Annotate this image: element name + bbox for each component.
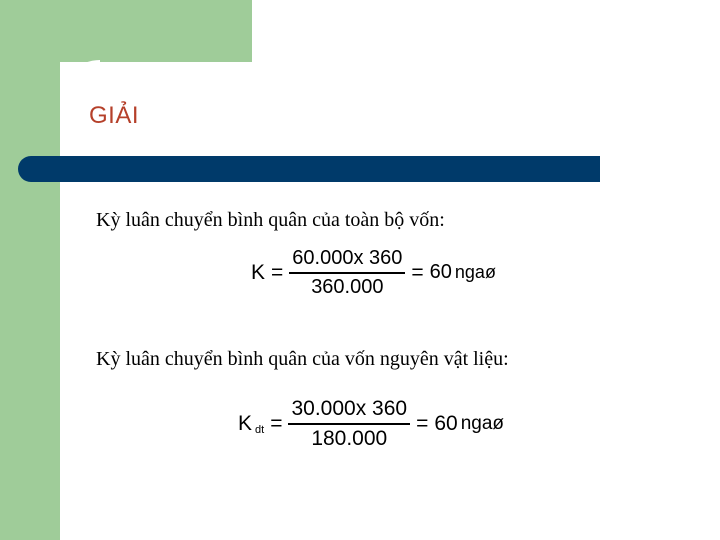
formula-2-denominator: 180.000 — [311, 426, 388, 450]
formula-1 — [251, 247, 496, 299]
formula-2-lhs: K — [238, 411, 253, 435]
text-line-2: Kỳ luân chuyển bình quân của vốn nguyên vật liệu: — [96, 348, 509, 370]
slide-title: GIẢI — [89, 102, 140, 129]
text-line-1: Kỳ luân chuyển bình quân của toàn bộ vốn: — [96, 209, 445, 231]
formula-2-numerator: 30.000x 360 — [291, 397, 408, 420]
equals-sign: = — [411, 260, 424, 284]
equals-sign: = — [270, 411, 283, 435]
equals-sign: = — [271, 260, 284, 284]
formula-2-result: 60 — [434, 411, 458, 435]
formula-1-unit: ngaø — [454, 262, 496, 283]
formula-2-subscript: dt — [255, 423, 265, 436]
formula-1-lhs: K — [251, 260, 266, 284]
title-underline-bar — [18, 156, 600, 182]
formula-1-denominator: 360.000 — [311, 275, 384, 298]
formula-1-result: 60 — [429, 261, 452, 284]
green-side-band — [0, 0, 60, 540]
equals-sign: = — [416, 411, 429, 435]
formula-1-numerator: 60.000x 360 — [292, 247, 403, 269]
formula-2-fraction — [288, 397, 410, 451]
formula-2-unit: ngaø — [460, 412, 505, 434]
formula-1-fraction — [289, 247, 405, 299]
rounded-corner — [60, 60, 100, 100]
formula-2 — [238, 397, 504, 451]
